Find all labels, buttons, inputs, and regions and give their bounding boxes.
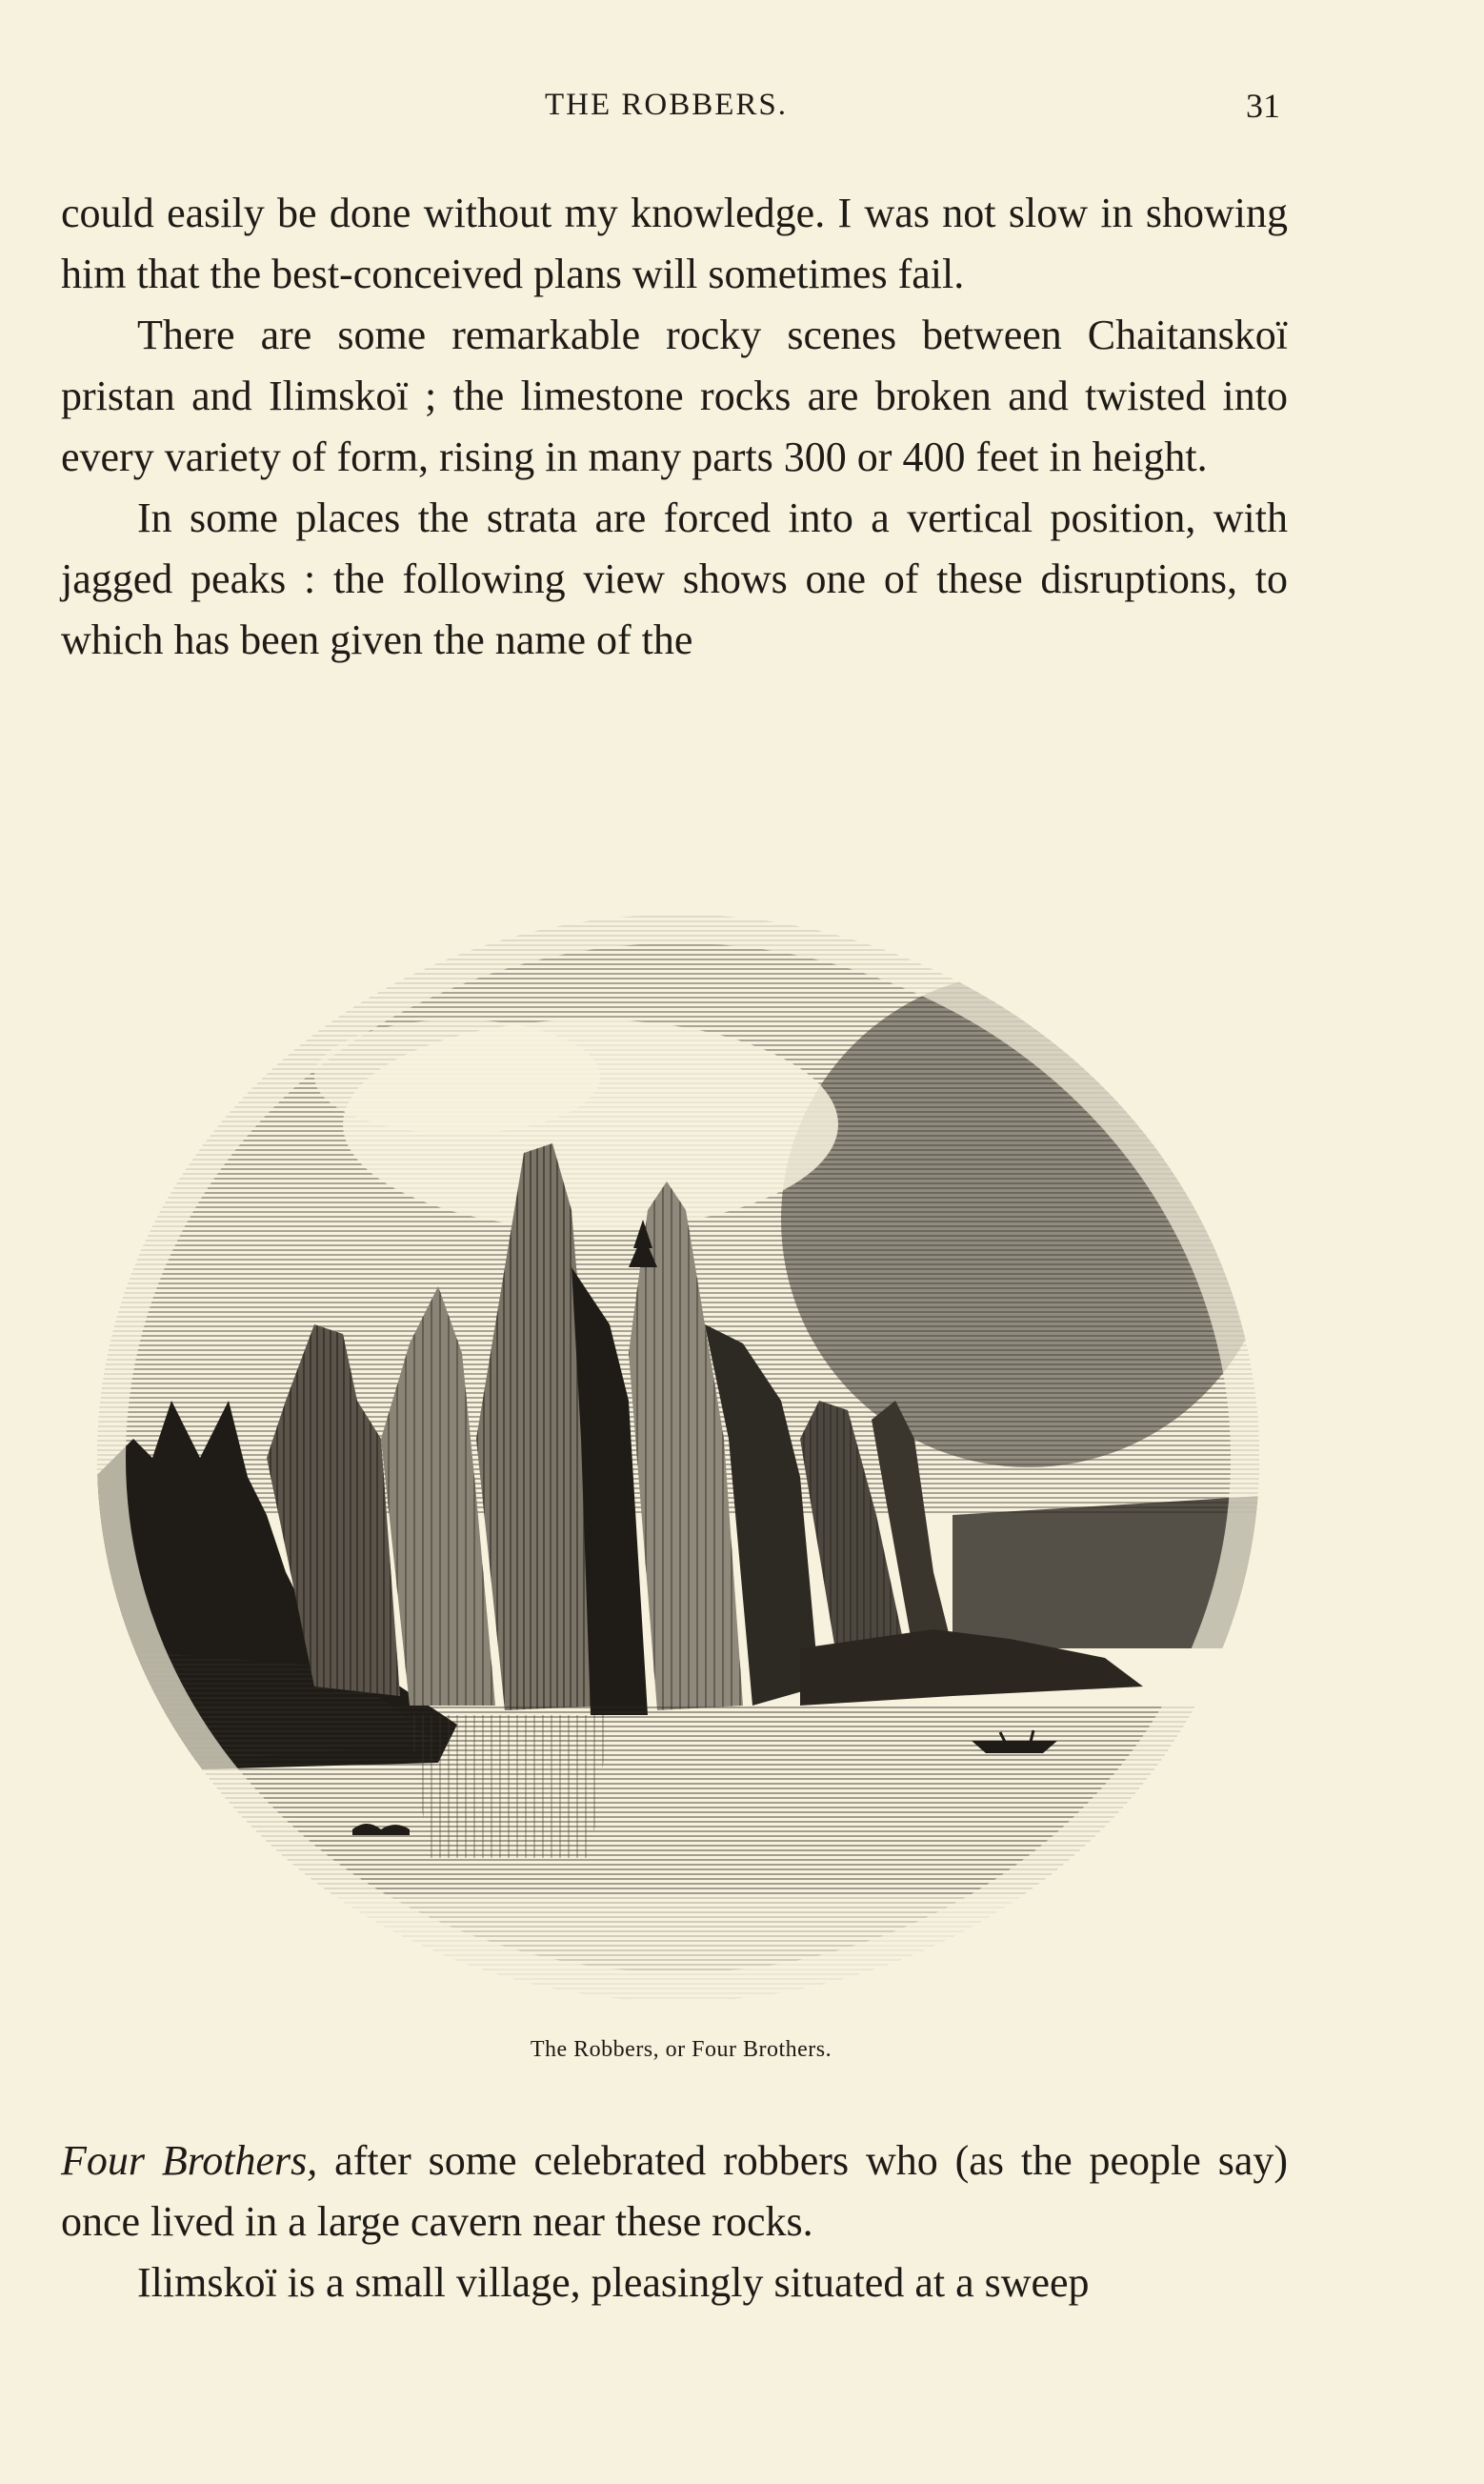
paragraph-four-brothers xyxy=(61,2131,1288,2252)
page-number: 31 xyxy=(1246,87,1280,125)
running-title: THE ROBBERS. xyxy=(545,88,789,122)
boat xyxy=(972,1741,1057,1753)
paragraph-strata: In some places the strata are forced into a vertical position, with jagged peaks : the following view shows one of these disruptions, to which has been given the name of the xyxy=(61,495,1288,663)
figure-caption: The Robbers, or Four Brothers. xyxy=(530,2037,832,2062)
body-text-top xyxy=(61,183,1288,671)
italic-name: Four Brothers, xyxy=(61,2137,318,2184)
running-head xyxy=(0,88,1484,126)
paragraph-continued: could easily be done without my knowledge. I was not slow in showing him that the best-conceived plans will sometimes fail. xyxy=(61,190,1288,297)
paragraph-rocky-scenes: There are some remarkable rocky scenes between Chaitanskoï pristan and Ilimskoï ; the limestone rocks are broken and twisted into every variety of form, rising in many parts 300 or 400 feet in height. xyxy=(61,312,1288,480)
engraving-robbers-rocks xyxy=(95,905,1262,2001)
paragraph-ilimskoi: Ilimskoï is a small village, pleasingly situated at a sweep xyxy=(137,2259,1090,2306)
body-text-bottom xyxy=(61,2131,1288,2313)
paragraph-four-brothers-rest: after some celebrated robbers who (as the people say) once lived in a large cavern near these rocks. xyxy=(61,2137,1289,2245)
